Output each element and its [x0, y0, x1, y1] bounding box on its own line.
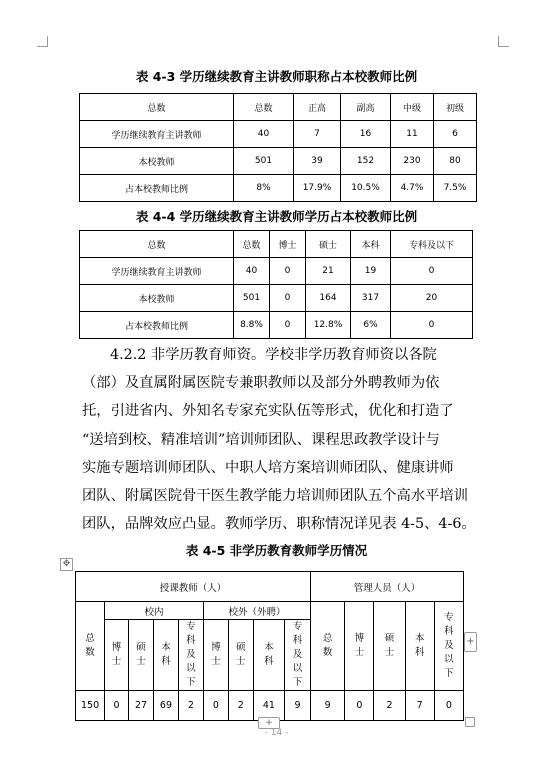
table-cell[interactable]: 本校教师 [80, 285, 234, 312]
external-col-header[interactable]: 本科 [253, 620, 284, 691]
table-cell[interactable]: 4.7% [391, 175, 434, 202]
table-cell[interactable]: 16 [341, 121, 391, 148]
table-header-cell[interactable]: 总数 [80, 94, 234, 121]
table-row [76, 691, 464, 721]
table-cell[interactable]: 7 [294, 121, 341, 148]
table-cell[interactable]: 9 [311, 691, 345, 721]
table-4-5 [75, 571, 464, 721]
table-cell[interactable]: 0 [203, 691, 228, 721]
table-cell[interactable]: 17.9% [294, 175, 341, 202]
paragraph-line: 团队，品牌效应凸显。教师学历、职称情况详见表 4-5、4-6。 [82, 516, 476, 533]
body-paragraph[interactable] [82, 341, 482, 538]
admin-col-header[interactable]: 硕士 [374, 602, 405, 691]
table-cell[interactable]: 501 [234, 148, 294, 175]
table-4-3 [79, 93, 477, 202]
external-header[interactable]: 校外（外聘） [203, 602, 310, 620]
table-header-cell[interactable]: 博士 [270, 231, 306, 258]
table-cell[interactable]: 10.5% [341, 175, 391, 202]
table-cell[interactable]: 230 [391, 148, 434, 175]
table-header-cell[interactable]: 中级 [391, 94, 434, 121]
table-cell[interactable]: 12.8% [306, 312, 351, 339]
table-cell[interactable]: 学历继续教育主讲教师 [80, 121, 234, 148]
table-cell[interactable]: 80 [434, 148, 477, 175]
external-col-header[interactable]: 专科及以下 [285, 620, 311, 691]
table-row [80, 94, 477, 121]
table-cell[interactable]: 152 [341, 148, 391, 175]
paragraph-line: 团队、附属医院骨干医生教学能力培训师团队五个高水平培训 [82, 488, 469, 505]
table-cell[interactable]: 0 [105, 691, 129, 721]
table-cell[interactable]: 41 [253, 691, 284, 721]
table-cell[interactable]: 2 [374, 691, 405, 721]
table-cell[interactable]: 39 [294, 148, 341, 175]
table-cell[interactable]: 2 [228, 691, 253, 721]
table-cell[interactable]: 164 [306, 285, 351, 312]
table-header-cell[interactable]: 总数 [80, 231, 234, 258]
table-cell[interactable]: 21 [306, 258, 351, 285]
table-row [76, 572, 464, 602]
page-number: - 14 - [264, 728, 289, 738]
table-cell[interactable]: 27 [129, 691, 154, 721]
group-admin-header[interactable]: 管理人员（人） [311, 572, 464, 602]
table-resize-handle-icon[interactable] [465, 717, 475, 727]
table-cell[interactable]: 11 [391, 121, 434, 148]
group-teaching-header[interactable]: 授课教师（人） [76, 572, 311, 602]
paragraph-line: （部）及直属附属医院专兼职教师以及部分外聘教师为依 [82, 375, 440, 392]
table-cell[interactable]: 8.8% [234, 312, 270, 339]
table-row [76, 602, 464, 620]
table-cell[interactable]: 6 [434, 121, 477, 148]
table-cell[interactable]: 8% [234, 175, 294, 202]
add-row-button[interactable]: + [258, 717, 280, 729]
table-cell[interactable]: 40 [234, 121, 294, 148]
table-header-cell[interactable]: 本科 [351, 231, 391, 258]
table-row [80, 121, 477, 148]
table-4-3-caption: 表 4-3 学历继续教育主讲教师职称占本校教师比例 [135, 69, 418, 84]
page-corner-mark-left [37, 36, 48, 47]
table-cell[interactable]: 40 [234, 258, 270, 285]
table-header-cell[interactable]: 副高 [341, 94, 391, 121]
internal-col-header[interactable]: 硕士 [129, 620, 154, 691]
table-move-handle-icon[interactable]: ✥ [60, 558, 73, 571]
admin-col-header[interactable]: 专科及以下 [434, 602, 463, 691]
table-4-4 [79, 230, 473, 339]
table-row [80, 231, 473, 258]
table-cell[interactable]: 本校教师 [80, 148, 234, 175]
table-cell[interactable]: 20 [391, 285, 473, 312]
table-cell[interactable]: 501 [234, 285, 270, 312]
table-header-cell[interactable]: 正高 [294, 94, 341, 121]
table-header-cell[interactable]: 专科及以下 [391, 231, 473, 258]
table-row [80, 258, 473, 285]
paragraph-line: 4.2.2 非学历教育师资。学校非学历教育师资以各院 [110, 347, 437, 363]
table-cell[interactable]: 占本校教师比例 [80, 175, 234, 202]
internal-header[interactable]: 校内 [105, 602, 204, 620]
table-cell[interactable]: 0 [270, 258, 306, 285]
table-cell[interactable]: 6% [351, 312, 391, 339]
table-cell[interactable]: 7 [405, 691, 434, 721]
external-col-header[interactable]: 硕士 [228, 620, 253, 691]
paragraph-line: 实施专题培训师团队、中职人培方案培训师团队、健康讲师 [82, 459, 454, 476]
table-cell[interactable]: 0 [345, 691, 374, 721]
table-cell[interactable]: 0 [270, 285, 306, 312]
admin-total-header[interactable]: 总数 [311, 602, 345, 691]
table-cell[interactable]: 7.5% [434, 175, 477, 202]
table-cell[interactable]: 69 [153, 691, 178, 721]
table-cell[interactable]: 9 [285, 691, 311, 721]
internal-col-header[interactable]: 博士 [105, 620, 129, 691]
add-column-button[interactable]: + [464, 632, 477, 652]
table-row [80, 285, 473, 312]
table-cell[interactable]: 150 [76, 691, 105, 721]
table-cell[interactable]: 317 [351, 285, 391, 312]
table-row [80, 175, 477, 202]
paragraph-line: 托，引进省内、外知名专家充实队伍等形式，优化和打造了 [82, 403, 454, 420]
table-cell[interactable]: 19 [351, 258, 391, 285]
admin-col-header[interactable]: 本科 [405, 602, 434, 691]
table-row [80, 148, 477, 175]
paragraph-line: “送培到校、精准培训”培训师团队、课程思政教学设计与 [82, 431, 440, 448]
table-row [80, 312, 473, 339]
page-corner-mark-right [498, 36, 509, 47]
table-header-cell[interactable]: 初级 [434, 94, 477, 121]
table-4-4-caption: 表 4-4 学历继续教育主讲教师学历占本校教师比例 [135, 209, 418, 224]
table-cell[interactable]: 2 [178, 691, 203, 721]
internal-col-header[interactable]: 本科 [153, 620, 178, 691]
admin-col-header[interactable]: 博士 [345, 602, 374, 691]
table-cell[interactable]: 0 [391, 312, 473, 339]
table-header-cell[interactable]: 硕士 [306, 231, 351, 258]
table-header-cell[interactable]: 总数 [234, 94, 294, 121]
table-cell[interactable]: 0 [434, 691, 463, 721]
external-col-header[interactable]: 博士 [203, 620, 228, 691]
total-header[interactable]: 总数 [76, 602, 105, 691]
table-4-5-caption: 表 4-5 非学历教育教师学历情况 [185, 543, 368, 558]
table-cell[interactable]: 学历继续教育主讲教师 [80, 258, 234, 285]
table-cell[interactable]: 占本校教师比例 [80, 312, 234, 339]
internal-col-header[interactable]: 专科及以下 [178, 620, 203, 691]
table-cell[interactable]: 0 [270, 312, 306, 339]
table-cell[interactable]: 0 [391, 258, 473, 285]
table-header-cell[interactable]: 总数 [234, 231, 270, 258]
